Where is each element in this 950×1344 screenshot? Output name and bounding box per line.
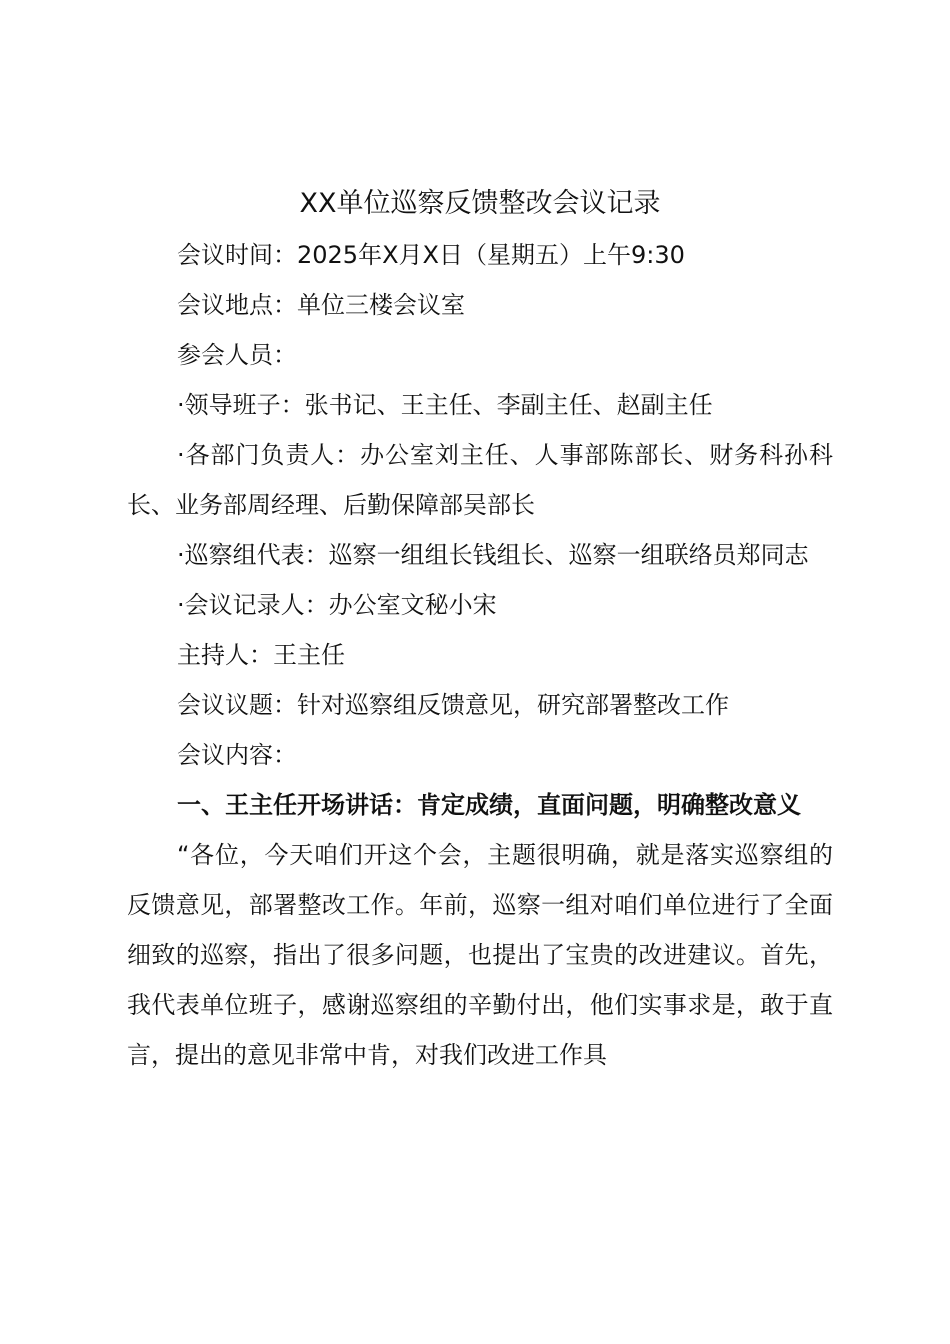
attendees-recorder: ·会议记录人：办公室文秘小宋 [177,591,497,619]
document-body [127,178,833,1080]
meeting-content-label: 会议内容： [177,741,297,769]
meeting-time: 会议时间：2025年X月X日（星期五）上午9:30 [177,241,685,269]
meeting-place: 会议地点：单位三楼会议室 [177,291,465,319]
attendees-inspection-reps: ·巡察组代表：巡察一组组长钱组长、巡察一组联络员郑同志 [177,541,809,569]
attendees-leaders: ·领导班子：张书记、王主任、李副主任、赵副主任 [177,391,713,419]
meeting-host: 主持人：王主任 [177,641,345,669]
section-one-heading: 一、王主任开场讲话：肯定成绩，直面问题，明确整改意义 [177,791,801,819]
attendees-department-heads: ·各部门负责人：办公室刘主任、人事部陈部长、财务科孙科长、业务部周经理、后勤保障部吴部长 [127,441,833,519]
meeting-topic: 会议议题：针对巡察组反馈意见，研究部署整改工作 [177,691,729,719]
speech-paragraph: “各位，今天咱们开这个会，主题很明确，就是落实巡察组的反馈意见，部署整改工作。年前，巡察一组对咱们单位进行了全面细致的巡察，指出了很多问题，也提出了宝贵的改进建议。首先，我代表单位班子，感谢巡察组的辛勤付出，他们实事求是，敢于直言，提出的意见非常中肯，对我们改进工作具 [127,841,833,1069]
document-title: XX单位巡察反馈整改会议记录 [299,188,661,219]
attendees-label: 参会人员： [177,341,297,369]
